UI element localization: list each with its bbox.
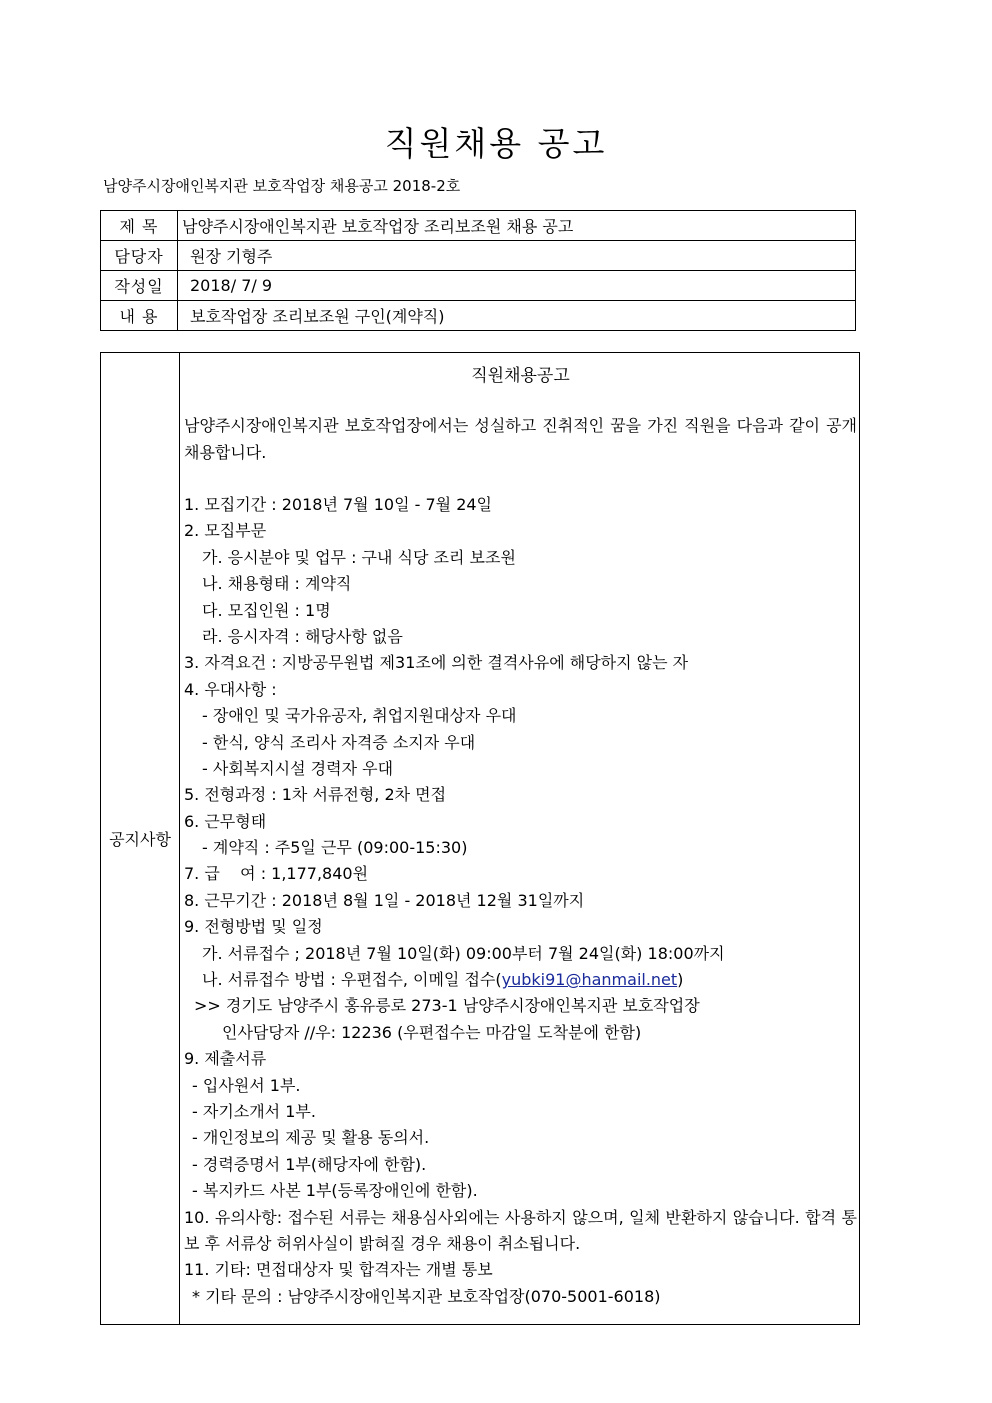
application-method-close: ) [677,970,684,990]
list-item: 가. 응시분야 및 업무 : 구내 식당 조리 보조원 [202,547,516,567]
list-item: - 입사원서 1부. [192,1075,301,1095]
list-item: - 자기소개서 1부. [192,1101,316,1121]
list-item: - 장애인 및 국가유공자, 취업지원대상자 우대 [202,706,517,726]
table-row [101,301,856,331]
notice-number: 남양주시장애인복지관 보호작업장 채용공고 2018-2호 [103,177,461,195]
list-item: - 한식, 양식 조리사 자격증 소지자 우대 [202,732,476,752]
table-row [101,211,856,241]
notice-table [100,352,860,1325]
date-value: 2018/ 7/ 9 [178,271,856,301]
notice-content [180,353,860,1325]
list-item: 나. 채용형태 : 계약직 [202,574,352,594]
list-item: 다. 모집인원 : 1명 [202,600,331,620]
page-title: 직원채용 공고 [384,124,608,163]
date-label: 작성일 [101,271,178,301]
subject-label: 제 목 [101,211,178,241]
list-item: - 계약직 : 주5일 근무 (09:00-15:30) [202,838,468,858]
application-method [184,967,857,993]
caution: 10. 유의사항: 접수된 서류는 채용심사외에는 사용하지 않으며, 일체 반환하지 않습니다. 합격 통보 후 서류상 허위사실이 밝혀질 경우 채용이 취소됩니다. [184,1207,857,1253]
other: 11. 기타: 면접대상자 및 합격자는 개별 통보 [184,1260,493,1280]
application-method-text: 나. 서류접수 방법 : 우편접수, 이메일 접수( [202,970,502,990]
table-row [101,241,856,271]
intro-paragraph: 남양주시장애인복지관 보호작업장에서는 성실하고 진취적인 꿈을 가진 직원을 다음과 같이 공개 채용합니다. [184,416,857,462]
list-item: 가. 서류접수 ; 2018년 7월 10일(화) 09:00부터 7월 24일(화) 18:00까지 [202,943,725,963]
address-contact: 인사담당자 //우: 12236 (우편접수는 마감일 도착분에 한함) [222,1022,642,1042]
list-item: - 복지카드 사본 1부(등록장애인에 한함). [192,1181,478,1201]
recruit-period: 1. 모집기간 : 2018년 7월 10일 - 7월 24일 [184,495,493,514]
subject-value: 남양주시장애인복지관 보호작업장 조리보조원 채용 공고 [178,211,856,241]
manager-label: 담당자 [101,241,178,271]
list-item: 라. 응시자격 : 해당사항 없음 [202,626,403,646]
work-period: 8. 근무기간 : 2018년 8월 1일 - 2018년 12월 31일까지 [184,890,585,910]
preference: 4. 우대사항 : [184,679,277,699]
notice-label: 공지사항 [101,353,180,1325]
selection-process: 5. 전형과정 : 1차 서류전형, 2차 면접 [184,785,447,805]
selection-schedule: 9. 전형방법 및 일정 [184,917,323,937]
salary: 7. 급 여 : 1,177,840원 [184,864,369,884]
content-label: 내 용 [101,301,178,331]
work-type: 6. 근무형태 [184,811,267,831]
inquiry: * 기타 문의 : 남양주시장애인복지관 보호작업장(070-5001-6018) [192,1286,661,1306]
table-row [101,271,856,301]
email-link[interactable]: yubki91@hanmail.net [501,970,678,990]
list-item: - 개인정보의 제공 및 활용 동의서. [192,1128,430,1148]
documents: 9. 제출서류 [184,1049,267,1069]
list-item: - 경력증명서 1부(해당자에 한함). [192,1154,427,1174]
recruit-division: 2. 모집부문 [184,521,267,541]
address: >> 경기도 남양주시 홍유릉로 273-1 남양주시장애인복지관 보호작업장 [194,996,700,1016]
notice-heading: 직원채용공고 [471,366,570,386]
qualification: 3. 자격요건 : 지방공무원법 제31조에 의한 결격사유에 해당하지 않는 자 [184,653,689,673]
manager-value: 원장 기형주 [178,241,856,271]
list-item: - 사회복지시설 경력자 우대 [202,758,394,778]
info-table [100,210,856,331]
content-value: 보호작업장 조리보조원 구인(계약직) [178,301,856,331]
